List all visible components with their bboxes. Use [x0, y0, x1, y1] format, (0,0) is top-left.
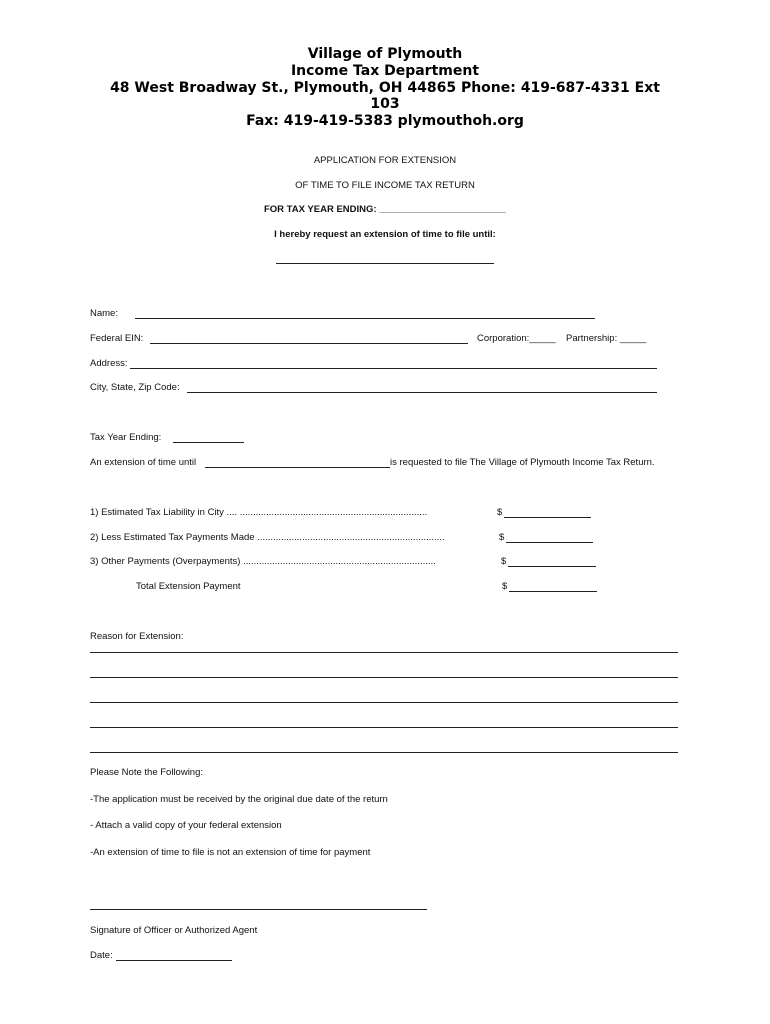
reason-line[interactable]	[90, 652, 678, 653]
reason-label: Reason for Extension:	[90, 631, 184, 642]
tax-year-ending-line[interactable]	[173, 442, 244, 443]
payment-line-1: 1) Estimated Tax Liability in City .... .......................................................................	[90, 507, 428, 518]
address-line[interactable]	[130, 368, 657, 369]
form-title-line1: APPLICATION FOR EXTENSION	[313, 155, 457, 166]
city-line[interactable]	[187, 392, 657, 393]
total-payment-amount[interactable]	[509, 591, 597, 592]
form-title-line2: OF TIME TO FILE INCOME TAX RETURN	[295, 180, 475, 191]
reason-line[interactable]	[90, 752, 678, 753]
reason-line[interactable]	[90, 702, 678, 703]
total-payment-label: Total Extension Payment	[136, 581, 241, 592]
address-label: Address:	[90, 358, 128, 369]
name-line[interactable]	[135, 318, 595, 319]
dollar-sign: $	[502, 581, 508, 592]
header-address-phone: 48 West Broadway St., Plymouth, OH 44865 Phone: 419-687-4331 Ext	[110, 80, 660, 96]
tax-year-ending-field[interactable]: FOR TAX YEAR ENDING: ________________________	[263, 204, 507, 215]
payment-3-amount[interactable]	[508, 566, 596, 567]
signature-label: Signature of Officer or Authorized Agent	[90, 925, 258, 936]
note-item: - Attach a valid copy of your federal extension	[90, 820, 282, 831]
extension-prefix: An extension of time until	[90, 457, 197, 468]
notes-heading: Please Note the Following:	[90, 767, 204, 778]
partnership-field[interactable]: Partnership: _____	[566, 333, 647, 344]
request-date-line[interactable]	[276, 263, 494, 264]
tax-year-ending-label: Tax Year Ending:	[90, 432, 162, 443]
dollar-sign: $	[497, 507, 503, 518]
signature-line[interactable]	[90, 909, 427, 910]
city-label: City, State, Zip Code:	[90, 382, 180, 393]
payment-line-3: 3) Other Payments (Overpayments) .........................................................................	[90, 556, 436, 567]
note-item: -An extension of time to file is not an extension of time for payment	[90, 847, 371, 858]
extension-date-line[interactable]	[205, 467, 390, 468]
dollar-sign: $	[499, 532, 505, 543]
reason-line[interactable]	[90, 727, 678, 728]
ein-label: Federal EIN:	[90, 333, 144, 344]
header-fax-web: Fax: 419-419-5383 plymouthoh.org	[246, 113, 524, 129]
payment-1-amount[interactable]	[504, 517, 591, 518]
reason-line[interactable]	[90, 677, 678, 678]
header-extension: 103	[370, 96, 400, 112]
header-title: Village of Plymouth	[307, 46, 463, 62]
request-text: I hereby request an extension of time to file until:	[274, 229, 496, 240]
header-department: Income Tax Department	[290, 63, 480, 79]
date-line[interactable]	[116, 960, 232, 961]
date-label: Date:	[90, 950, 113, 961]
payment-2-amount[interactable]	[506, 542, 593, 543]
note-item: -The application must be received by the original due date of the return	[90, 794, 388, 805]
dollar-sign: $	[501, 556, 507, 567]
ein-line[interactable]	[150, 343, 468, 344]
corporation-field[interactable]: Corporation:_____	[477, 333, 556, 344]
payment-line-2: 2) Less Estimated Tax Payments Made .......................................................................	[90, 532, 445, 543]
name-label: Name:	[90, 308, 118, 319]
extension-suffix: is requested to file The Village of Plymouth Income Tax Return.	[390, 457, 655, 468]
